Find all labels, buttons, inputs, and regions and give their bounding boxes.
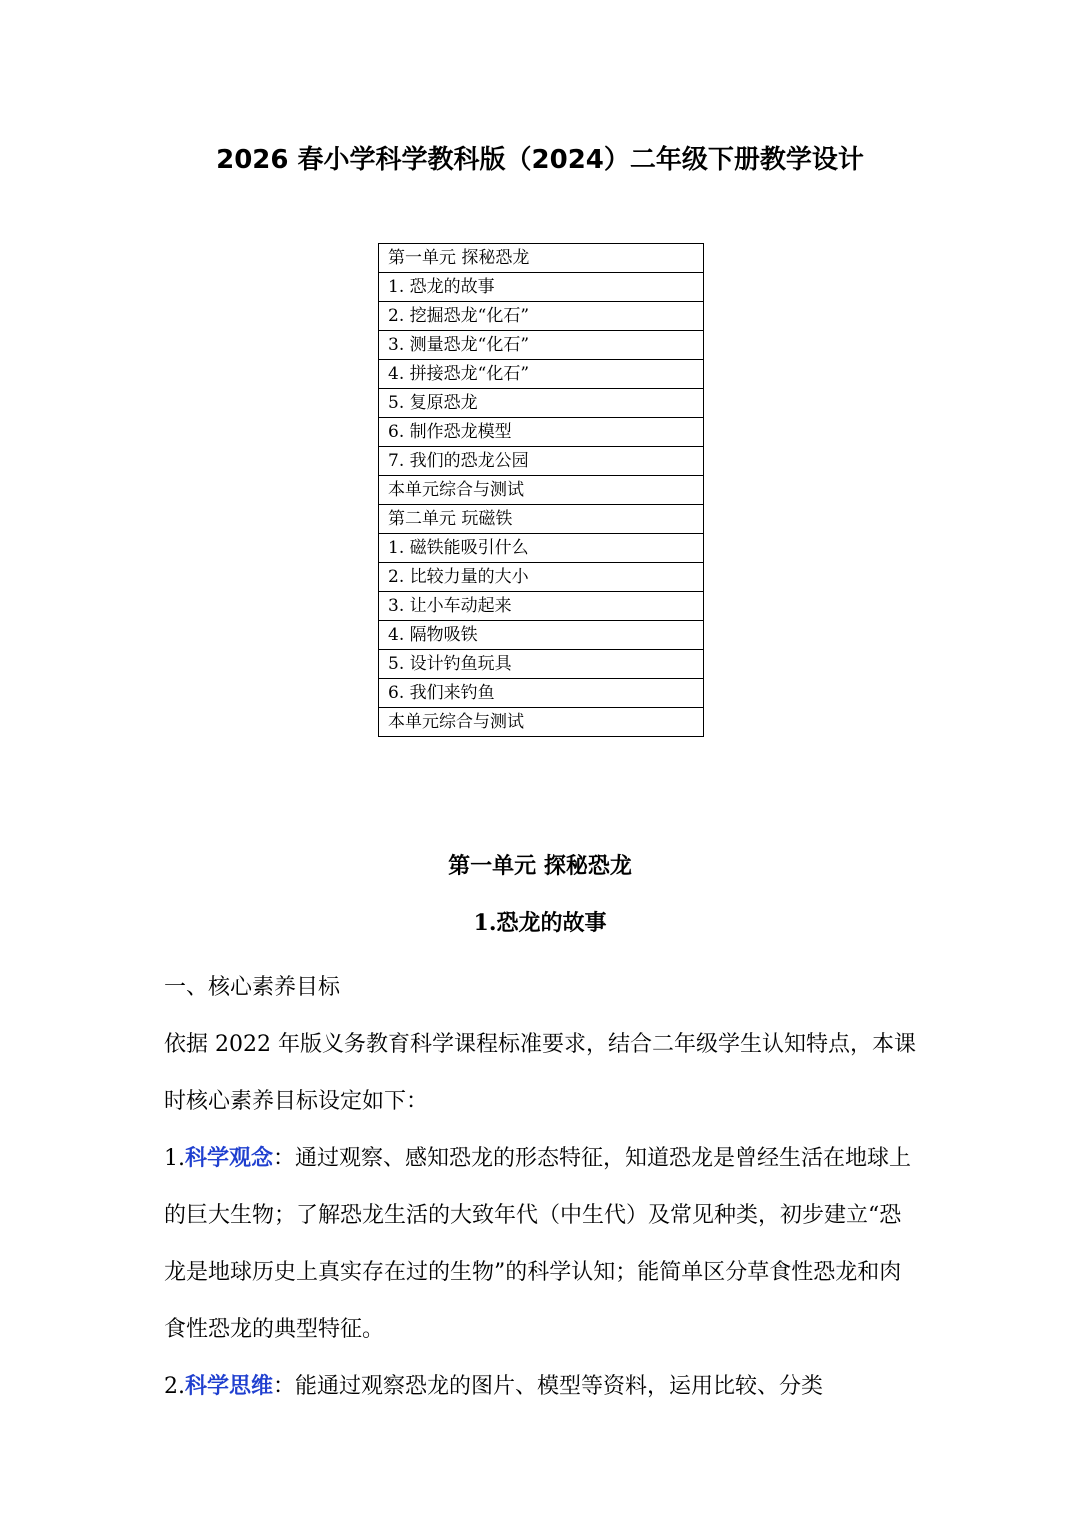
toc-item: 2. 比较力量的大小 bbox=[379, 563, 704, 592]
toc-item: 2. 挖掘恐龙“化石” bbox=[379, 302, 704, 331]
toc-unit-test: 本单元综合与测试 bbox=[379, 708, 704, 737]
table-row bbox=[379, 679, 704, 708]
toc-item: 3. 测量恐龙“化石” bbox=[379, 331, 704, 360]
table-row bbox=[379, 505, 704, 534]
toc-item: 1. 恐龙的故事 bbox=[379, 273, 704, 302]
toc-unit-test: 本单元综合与测试 bbox=[379, 476, 704, 505]
table-of-contents bbox=[378, 243, 704, 737]
toc-item: 1. 磁铁能吸引什么 bbox=[379, 534, 704, 563]
goal-keyword: 科学思维 bbox=[185, 1373, 274, 1399]
goal-number: 2. bbox=[164, 1374, 185, 1399]
table-row bbox=[379, 534, 704, 563]
goal-text: ：能通过观察恐龙的图片、模型等资料，运用比较、分类 bbox=[273, 1374, 824, 1399]
goal-number: 1. bbox=[164, 1146, 185, 1171]
table-row bbox=[379, 563, 704, 592]
unit-heading: 第一单元 探秘恐龙 bbox=[448, 853, 632, 879]
toc-item: 6. 制作恐龙模型 bbox=[379, 418, 704, 447]
toc-item: 6. 我们来钓鱼 bbox=[379, 679, 704, 708]
toc-item: 4. 隔物吸铁 bbox=[379, 621, 704, 650]
goal-text: ：通过观察、感知恐龙的形态特征，知道恐龙是曾经生活在地球上的巨大生物；了解恐龙生活的大致年代（中生代）及常见种类，初步建立“恐龙是地球历史上真实存在过的生物”的科学认知；能简单区分草食性恐龙和肉食性恐龙的典型特征。 bbox=[164, 1146, 912, 1342]
table-row bbox=[379, 592, 704, 621]
table-row bbox=[379, 708, 704, 737]
toc-item: 5. 复原恐龙 bbox=[379, 389, 704, 418]
document-title: 2026 春小学科学教科版（2024）二年级下册教学设计 bbox=[216, 145, 864, 175]
toc-item: 3. 让小车动起来 bbox=[379, 592, 704, 621]
toc-item: 7. 我们的恐龙公园 bbox=[379, 447, 704, 476]
table-row bbox=[379, 331, 704, 360]
table-row bbox=[379, 302, 704, 331]
toc-unit-1: 第一单元 探秘恐龙 bbox=[379, 244, 704, 273]
goal-paragraph bbox=[164, 1130, 920, 1358]
toc-unit-2: 第二单元 玩磁铁 bbox=[379, 505, 704, 534]
lesson-content bbox=[164, 959, 920, 1415]
intro-paragraph: 依据 2022 年版义务教育科学课程标准要求，结合二年级学生认知特点，本课时核心素养目标设定如下： bbox=[164, 1032, 916, 1114]
table-row bbox=[379, 244, 704, 273]
table-row bbox=[379, 418, 704, 447]
table-row bbox=[379, 389, 704, 418]
table-row bbox=[379, 447, 704, 476]
table-row bbox=[379, 650, 704, 679]
section-heading: 一、核心素养目标 bbox=[164, 975, 341, 1000]
goal-paragraph bbox=[164, 1358, 920, 1415]
table-row bbox=[379, 621, 704, 650]
table-row bbox=[379, 273, 704, 302]
lesson-heading: 1.恐龙的故事 bbox=[473, 910, 607, 936]
table-row bbox=[379, 360, 704, 389]
toc-item: 4. 拼接恐龙“化石” bbox=[379, 360, 704, 389]
goal-keyword: 科学观念 bbox=[185, 1145, 274, 1171]
toc-item: 5. 设计钓鱼玩具 bbox=[379, 650, 704, 679]
table-row bbox=[379, 476, 704, 505]
